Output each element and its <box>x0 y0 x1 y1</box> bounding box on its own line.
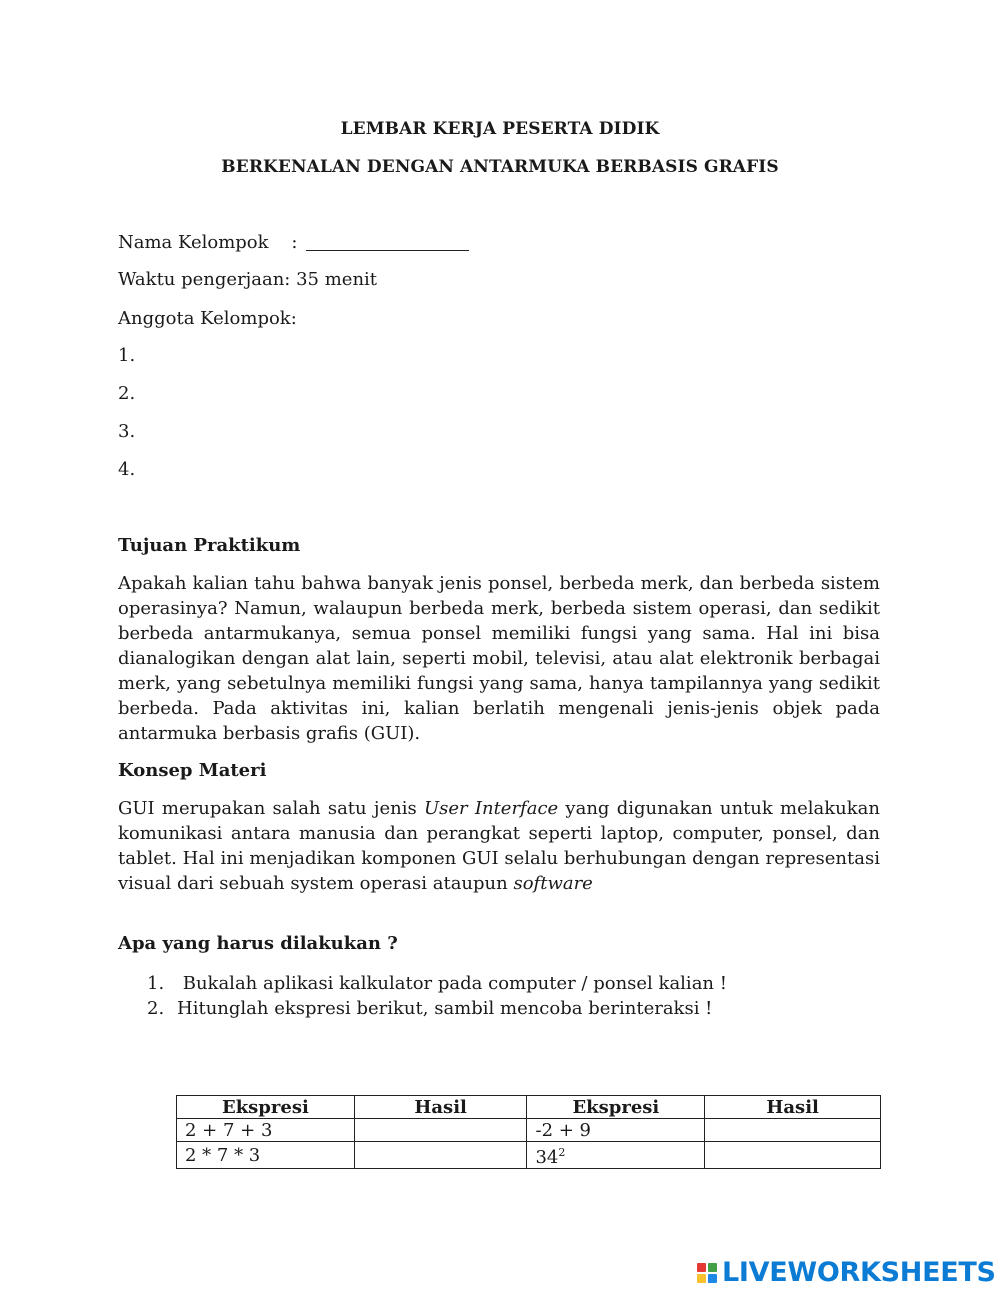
group-name-row <box>118 232 469 253</box>
logo-block-green <box>708 1263 717 1272</box>
header-result-2: Hasil <box>705 1096 881 1119</box>
worksheet-title: LEMBAR KERJA PESERTA DIDIK <box>340 119 660 139</box>
result-input-cell[interactable] <box>354 1119 527 1142</box>
expression-cell: -2 + 9 <box>527 1119 705 1142</box>
table-header-row <box>177 1096 881 1119</box>
logo-blocks-icon <box>697 1263 717 1283</box>
konsep-paragraph <box>118 796 880 896</box>
expression-exponent: 2 <box>558 1146 566 1159</box>
konsep-italic-user-interface: User Interface <box>423 798 559 819</box>
result-input-cell[interactable] <box>354 1142 527 1169</box>
step-number: 2. <box>147 998 165 1019</box>
konsep-text-1: GUI merupakan salah satu jenis <box>118 798 424 819</box>
logo-block-red <box>697 1263 706 1272</box>
konsep-text-2: yang digunakan untuk melakukan komunikasi antara manusia dan perangkat seperti laptop, computer, ponsel, dan tablet. Hal ini menjadikan komponen GUI selalu berhubungan dengan representasi visual dari sebuah system operasi ataupun <box>118 798 880 894</box>
group-name-label: Nama Kelompok : <box>118 232 298 253</box>
member-item-2: 2. <box>118 383 136 404</box>
member-item-1: 1. <box>118 345 136 366</box>
liveworksheets-logo[interactable] <box>697 1257 996 1288</box>
logo-block-yellow <box>697 1274 706 1283</box>
worksheet-subtitle: BERKENALAN DENGAN ANTARMUKA BERBASIS GRAFIS <box>221 157 779 177</box>
logo-text: LIVEWORKSHEETS <box>722 1257 996 1288</box>
task-steps-list <box>147 971 727 1021</box>
task-step-1 <box>147 971 727 996</box>
expression-cell <box>527 1142 705 1169</box>
member-item-4: 4. <box>118 459 136 480</box>
tujuan-paragraph: Apakah kalian tahu bahwa banyak jenis ponsel, berbeda merk, dan berbeda sistem operasinya? Namun, walaupun berbeda merk, berbeda sistem operasi, dan sedikit berbeda antarmukanya, semua ponsel memiliki fungsi yang sama. Hal ini bisa dianalogikan dengan alat lain, seperti mobil, televisi, atau alat elektronik berbagai merk, yang sebetulnya memiliki fungsi yang sama, hanya tampilannya yang sedikit berbeda. Pada aktivitas ini, kalian berlatih mengenali jenis-jenis objek pada antarmuka berbasis grafis (GUI). <box>118 573 880 744</box>
calculation-table <box>176 1095 881 1169</box>
expression-cell: 2 + 7 + 3 <box>177 1119 355 1142</box>
work-time: Waktu pengerjaan: 35 menit <box>118 269 378 290</box>
step-number: 1. <box>147 973 165 994</box>
konsep-heading: Konsep Materi <box>118 760 267 781</box>
step-text: Hitunglah ekspresi berikut, sambil mencoba berinteraksi ! <box>177 998 713 1019</box>
header-expression-2: Ekspresi <box>527 1096 705 1119</box>
tasks-heading: Apa yang harus dilakukan ? <box>118 933 398 954</box>
expression-cell: 2 * 7 * 3 <box>177 1142 355 1169</box>
members-label: Anggota Kelompok: <box>118 308 297 329</box>
header-result-1: Hasil <box>354 1096 527 1119</box>
tujuan-heading: Tujuan Praktikum <box>118 535 301 556</box>
task-step-2 <box>147 996 727 1021</box>
header-expression-1: Ekspresi <box>177 1096 355 1119</box>
expression-base: 34 <box>535 1147 559 1168</box>
member-item-3: 3. <box>118 421 136 442</box>
konsep-italic-software: software <box>513 873 593 894</box>
result-input-cell[interactable] <box>705 1142 881 1169</box>
table-row <box>177 1119 881 1142</box>
step-text: Bukalah aplikasi kalkulator pada computer / ponsel kalian ! <box>177 973 727 994</box>
group-name-blank-field[interactable] <box>306 232 469 251</box>
table-row <box>177 1142 881 1169</box>
logo-block-blue <box>708 1274 717 1283</box>
result-input-cell[interactable] <box>705 1119 881 1142</box>
